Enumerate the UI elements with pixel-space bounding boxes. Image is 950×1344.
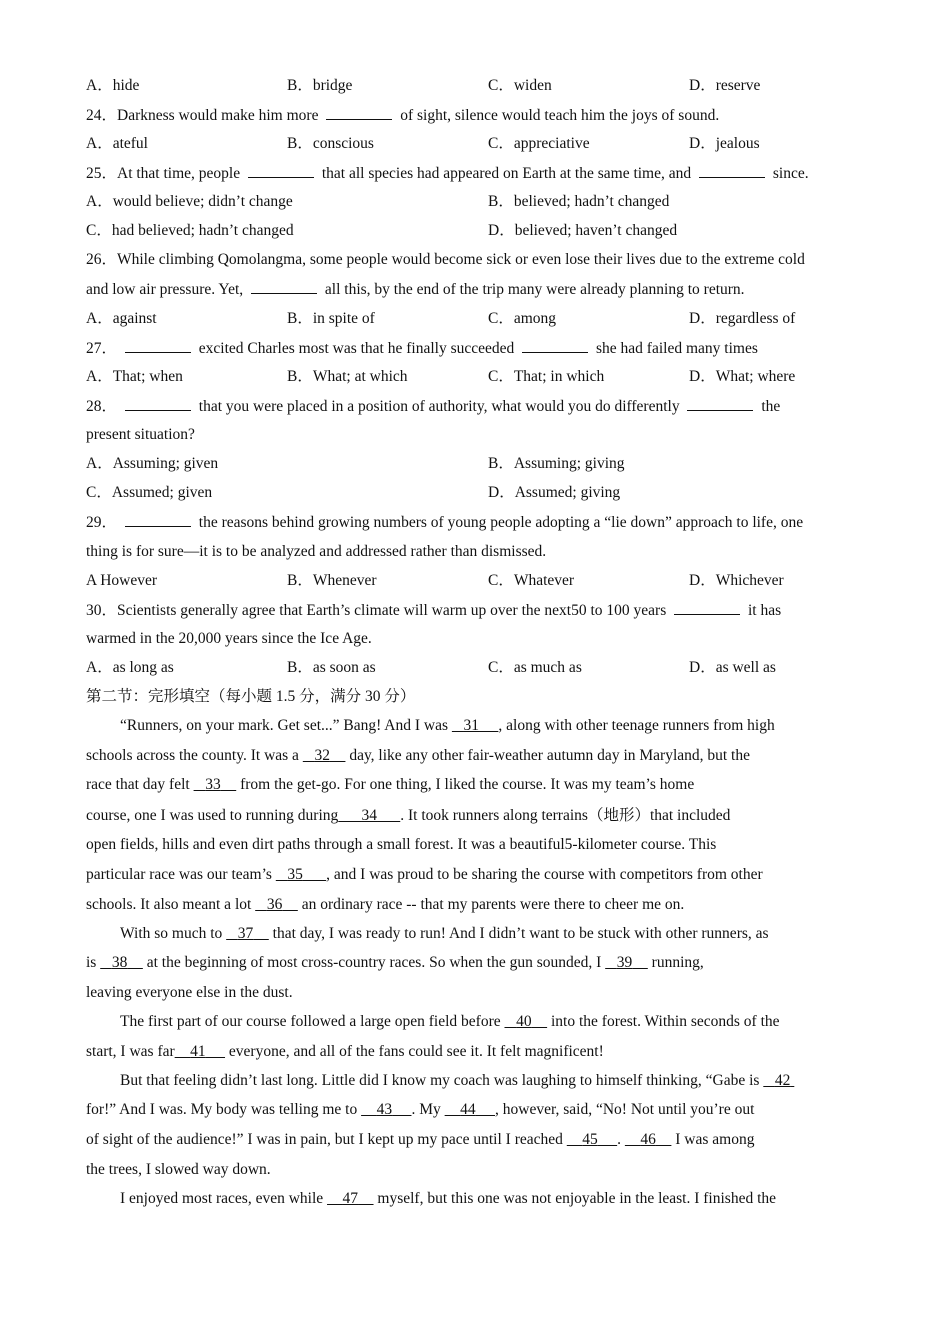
cloze-blank-31[interactable] <box>452 717 499 734</box>
q29-num: 29． <box>86 514 118 531</box>
q29-line2: thing is for sure—it is to be analyzed and addressed rather than dismissed. <box>86 543 547 560</box>
q29-stem <box>86 512 866 533</box>
q24-stem-b: of sight, silence would teach him the joys of sound. <box>400 107 720 124</box>
q24-stem-a: 24．Darkness would make him more <box>86 107 319 124</box>
q25-option-c[interactable]: C．had believed; hadn’t changed <box>86 222 294 239</box>
q25-stem-a: 25．At that time, people <box>86 165 241 182</box>
q28-option-c[interactable]: C．Assumed; given <box>86 484 213 501</box>
q28-stem <box>86 396 866 417</box>
q25-stem-c: since. <box>772 165 809 182</box>
text: With so much to <box>120 925 223 942</box>
q27-option-b[interactable]: B．What; at which <box>287 368 408 385</box>
cloze-p3-line2 <box>86 1042 866 1062</box>
text: for!” And I was. My body was telling me to <box>86 1101 358 1118</box>
cloze-p2-line3: leaving everyone else in the dust. <box>86 984 293 1001</box>
q26-line2 <box>86 279 866 300</box>
q28-num: 28． <box>86 398 118 415</box>
cloze-blank-41[interactable] <box>175 1043 225 1060</box>
text: But that feeling didn’t last long. Little did I know my coach was laughing to himself thinking, “Gabe is <box>120 1072 760 1089</box>
cloze-p1-line3 <box>86 775 866 795</box>
text: everyone, and all of the fans could see it. It felt magnificent! <box>228 1043 604 1060</box>
q27-blank-2[interactable] <box>522 338 588 353</box>
cloze-p1-line2 <box>86 746 866 766</box>
text: schools across the county. It was a <box>86 747 299 764</box>
blank-number: 43 <box>376 1101 393 1118</box>
q26-option-b[interactable]: B．in spite of <box>287 310 375 327</box>
text: I enjoyed most races, even while <box>120 1190 324 1207</box>
q24-option-d[interactable]: D．jealous <box>689 135 760 152</box>
q30-blank[interactable] <box>674 600 740 615</box>
q29-option-a[interactable]: A However <box>86 572 158 589</box>
cloze-p2-line1 <box>120 924 866 944</box>
text: The first part of our course followed a large open field before <box>120 1013 501 1030</box>
text: , along with other teenage runners from high <box>498 717 775 734</box>
cloze-blank-34[interactable] <box>338 807 400 824</box>
text: particular race was our team’s <box>86 866 272 883</box>
cloze-blank-40[interactable] <box>504 1013 547 1030</box>
cloze-p4-line3 <box>86 1130 866 1150</box>
text: , and I was proud to be sharing the course with competitors from other <box>326 866 763 883</box>
text: running, <box>651 954 704 971</box>
q28-option-b[interactable]: B．Assuming; giving <box>488 455 625 472</box>
cloze-blank-38[interactable] <box>100 954 143 971</box>
q26-option-d[interactable]: D．regardless of <box>689 310 796 327</box>
blank-number: 34 <box>361 807 378 824</box>
q30-stem-b: it has <box>747 602 782 619</box>
cloze-p3-line1 <box>120 1012 866 1032</box>
cloze-p4-line1 <box>120 1071 866 1091</box>
cloze-blank-32[interactable] <box>303 747 346 764</box>
q27-num: 27． <box>86 340 118 357</box>
cloze-blank-47[interactable] <box>327 1190 374 1207</box>
q25-option-b[interactable]: B．believed; hadn’t changed <box>488 193 670 210</box>
text: at the beginning of most cross-country races. So when the gun sounded, I <box>146 954 602 971</box>
text: . <box>617 1131 622 1148</box>
text: is <box>86 954 97 971</box>
q27-option-d[interactable]: D．What; where <box>689 368 796 385</box>
text: an ordinary race -- that my parents were there to cheer me on. <box>301 896 685 913</box>
q28-blank-2[interactable] <box>687 396 753 411</box>
text: schools. It also meant a lot <box>86 896 252 913</box>
cloze-p1-line6 <box>86 865 866 885</box>
cloze-p1-line5: open fields, hills and even dirt paths through a small forest. It was a beautiful5-kilometer course. This <box>86 836 717 853</box>
q28-stem-b: the <box>761 398 781 415</box>
text: that day, I was ready to run! And I didn’t want to be stuck with other runners, as <box>272 925 769 942</box>
q28-option-a[interactable]: A．Assuming; given <box>86 455 219 472</box>
q27-option-a[interactable]: A．That; when <box>86 368 183 385</box>
q25-option-d[interactable]: D．believed; haven’t changed <box>488 222 678 239</box>
q23-option-c[interactable]: C．widen <box>488 77 552 94</box>
cloze-p2-line2 <box>86 953 866 973</box>
blank-number: 32 <box>314 747 330 764</box>
q29-stem-a: the reasons behind growing numbers of young people adopting a <box>198 514 601 531</box>
section2-heading: 第二节：完形填空（每小题 1.5 分，满分 30 分） <box>86 688 416 705</box>
blank-number: 47 <box>342 1190 359 1207</box>
q29-option-b[interactable]: B．Whenever <box>287 572 377 589</box>
text: race that day felt <box>86 776 190 793</box>
blank-number: 33 <box>205 776 221 793</box>
q28-option-d[interactable]: D．Assumed; giving <box>488 484 621 501</box>
q26-stem-b: all this, by the end of the trip many were already planning to return. <box>324 281 745 298</box>
q30-stem-a: 30．Scientists generally agree that Earth’s climate will warm up over the next50 to 100 years <box>86 602 667 619</box>
q25-option-a[interactable]: A．would believe; didn’t change <box>86 193 293 210</box>
blank-number: 37 <box>237 925 254 942</box>
q28-blank-1[interactable] <box>125 396 191 411</box>
text: . My <box>411 1101 441 1118</box>
q25-stem-b: that all species had appeared on Earth at the same time, and <box>321 165 692 182</box>
cloze-blank-33[interactable] <box>194 776 237 793</box>
blank-number: 39 <box>616 954 633 971</box>
blank-number: 41 <box>190 1043 206 1060</box>
q29-option-c[interactable]: C．Whatever <box>488 572 575 589</box>
cloze-blank-44[interactable] <box>445 1101 495 1118</box>
blank-number: 45 <box>582 1131 598 1148</box>
q30-stem <box>86 600 866 621</box>
q23-option-a[interactable]: A．hide <box>86 77 140 94</box>
blank-number: 35 <box>287 866 303 883</box>
q30-option-a[interactable]: A．as long as <box>86 659 174 676</box>
cloze-blank-36[interactable] <box>255 896 298 913</box>
q29-option-d[interactable]: D．Whichever <box>689 572 784 589</box>
q29-blank[interactable] <box>125 512 191 527</box>
text: from the get-go. For one thing, I liked the course. It was my team’s home <box>240 776 695 793</box>
q25-blank-1[interactable] <box>248 163 314 178</box>
q26-option-a[interactable]: A．against <box>86 310 157 327</box>
blank-number: 36 <box>266 896 283 913</box>
cloze-p4-line2 <box>86 1100 866 1120</box>
q26-blank[interactable] <box>251 279 317 294</box>
q25-stem <box>86 163 866 184</box>
cloze-blank-39[interactable] <box>605 954 648 971</box>
cloze-p1-line7 <box>86 895 866 915</box>
text: . It took runners along terrains（地形）that included <box>400 807 731 824</box>
q27-stem-b: she had failed many times <box>596 340 758 357</box>
cloze-blank-43[interactable] <box>361 1101 411 1118</box>
cloze-blank-42[interactable] <box>763 1072 794 1089</box>
q23-option-b[interactable]: B．bridge <box>287 77 353 94</box>
cloze-blank-35[interactable] <box>276 866 326 883</box>
blank-number: 46 <box>640 1131 656 1148</box>
cloze-blank-45[interactable] <box>567 1131 617 1148</box>
text: day, like any other fair-weather autumn day in Maryland, but the <box>349 747 750 764</box>
blank-number: 38 <box>111 954 128 971</box>
blank-number: 31 <box>463 717 480 734</box>
q24-option-b[interactable]: B．conscious <box>287 135 374 152</box>
q24-blank[interactable] <box>326 105 392 120</box>
q27-blank-1[interactable] <box>125 338 191 353</box>
cloze-blank-46[interactable] <box>625 1131 672 1148</box>
text: of sight of the audience!” I was in pain, but I kept up my pace until I reached <box>86 1131 563 1148</box>
q23-option-d[interactable]: D．reserve <box>689 77 761 94</box>
text: myself, but this one was not enjoyable in the least. I finished the <box>377 1190 777 1207</box>
text: start, I was far <box>86 1043 175 1060</box>
cloze-p1-line1 <box>120 716 866 736</box>
text: I was among <box>675 1131 755 1148</box>
q29-stem-b: “lie down” approach to life, one <box>604 514 804 531</box>
blank-number: 42 <box>774 1072 791 1089</box>
q24-option-a[interactable]: A．ateful <box>86 135 148 152</box>
q26-option-c[interactable]: C．among <box>488 310 557 327</box>
text: course, one I was used to running during <box>86 807 339 824</box>
q27-stem <box>86 338 866 359</box>
text: “Runners, on your mark. Get set...” Bang! And I was <box>120 717 449 734</box>
q24-option-c[interactable]: C．appreciative <box>488 135 590 152</box>
q28-stem-a: that you were placed in a position of authority, what would you do differently <box>198 398 680 415</box>
q30-line2: warmed in the 20,000 years since the Ice Age. <box>86 630 372 647</box>
q30-option-d[interactable]: D．as well as <box>689 659 776 676</box>
blank-number: 44 <box>460 1101 476 1118</box>
q27-stem-a: excited Charles most was that he finally succeeded <box>198 340 515 357</box>
q28-line2: present situation? <box>86 426 195 443</box>
text: into the forest. Within seconds of the <box>550 1013 780 1030</box>
q26-stem-a: and low air pressure. Yet, <box>86 281 244 298</box>
cloze-p4-line4: the trees, I slowed way down. <box>86 1161 271 1178</box>
cloze-blank-37[interactable] <box>226 925 269 942</box>
q30-option-b[interactable]: B．as soon as <box>287 659 376 676</box>
cloze-p1-line4 <box>86 806 866 826</box>
cloze-p5-line1 <box>120 1189 866 1209</box>
q25-blank-2[interactable] <box>699 163 765 178</box>
q27-option-c[interactable]: C．That; in which <box>488 368 605 385</box>
q26-line1: 26．While climbing Qomolangma, some people would become sick or even lose their lives due to the extreme cold <box>86 251 805 268</box>
blank-number: 40 <box>516 1013 532 1030</box>
q30-option-c[interactable]: C．as much as <box>488 659 582 676</box>
q24-stem <box>86 105 866 126</box>
text: , however, said, “No! Not until you’re out <box>495 1101 755 1118</box>
